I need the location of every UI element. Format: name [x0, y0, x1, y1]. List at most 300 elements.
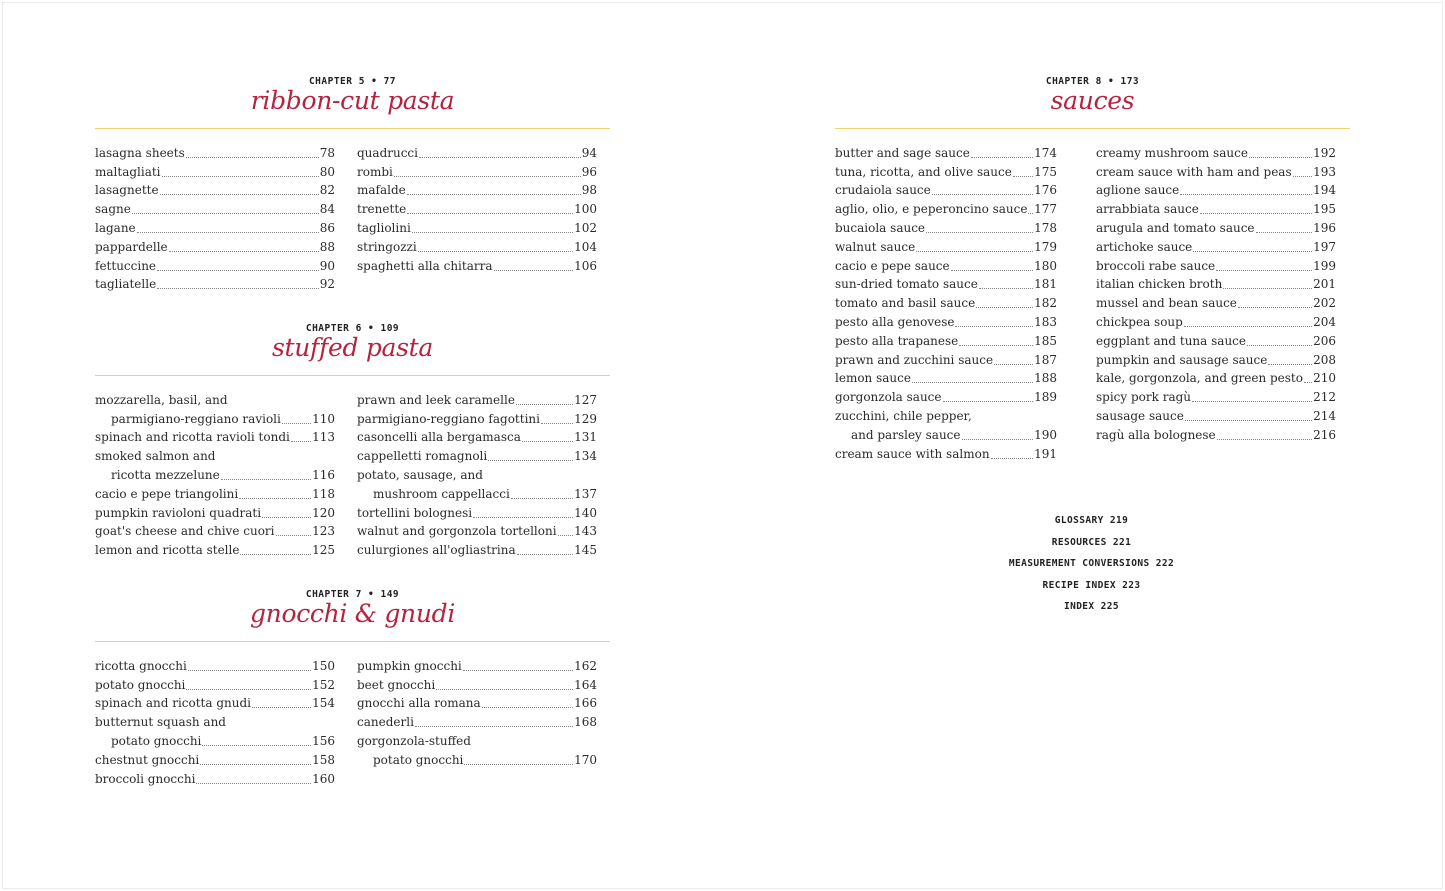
- dot-leader: [541, 423, 573, 424]
- toc-entry-title: ricotta mezzelune: [111, 467, 220, 482]
- dot-leader: [926, 232, 1033, 233]
- toc-entry-title: zucchini, chile pepper,: [835, 408, 972, 423]
- dot-leader: [464, 764, 573, 765]
- toc-entry[interactable]: [95, 655, 335, 674]
- toc-page-number: 175: [1034, 164, 1057, 179]
- toc-entry-title: pumpkin ravioloni quadrati: [95, 505, 262, 520]
- toc-entry-title: spicy pork ragù: [1096, 390, 1192, 405]
- toc-entry[interactable]: [95, 217, 335, 236]
- toc-entry-title: sun-dried tomato sauce: [835, 277, 978, 292]
- toc-page-number: 210: [1313, 371, 1336, 386]
- dot-leader: [979, 288, 1033, 289]
- dot-leader: [516, 404, 573, 405]
- toc-entry[interactable]: [95, 502, 335, 521]
- dot-leader: [291, 441, 311, 442]
- dot-leader: [1223, 288, 1312, 289]
- toc-entry[interactable]: [357, 217, 597, 236]
- toc-page-number: 182: [1034, 296, 1057, 311]
- dot-leader: [202, 745, 311, 746]
- chapter-label: CHAPTER 8 • 173: [1045, 76, 1140, 87]
- toc-entry-title: italian chicken broth: [1096, 277, 1223, 292]
- toc-entry-title: sausage sauce: [1096, 408, 1184, 423]
- toc-entry[interactable]: [357, 255, 597, 274]
- chapter-title: sauces: [1050, 86, 1135, 115]
- toc-entry-title: mafalde: [357, 183, 406, 198]
- chapter-8-section: [835, 76, 1350, 476]
- toc-column-right: [357, 655, 597, 768]
- toc-entry[interactable]: [835, 405, 1057, 424]
- toc-page-number: 191: [1034, 446, 1057, 461]
- toc-page-number: 216: [1313, 427, 1336, 442]
- toc-page-number: 192: [1313, 145, 1336, 160]
- toc-page-number: 162: [574, 658, 597, 673]
- toc-entry-title: lagane: [95, 220, 136, 235]
- toc-entry-title: tagliatelle: [95, 277, 157, 292]
- toc-entry[interactable]: [1096, 142, 1336, 161]
- toc-page-number: 176: [1034, 183, 1057, 198]
- back-matter-index[interactable]: INDEX 225: [1063, 601, 1120, 612]
- toc-entry-title: potato gnocchi: [111, 733, 202, 748]
- chapter-rule: [835, 128, 1350, 129]
- dot-leader: [169, 251, 319, 252]
- toc-page-number: 193: [1313, 164, 1336, 179]
- toc-entry[interactable]: [357, 236, 597, 255]
- toc-column-right: [1096, 142, 1336, 443]
- dot-leader: [419, 157, 581, 158]
- toc-page-number: 152: [312, 677, 335, 692]
- dot-leader: [252, 707, 311, 708]
- toc-entry[interactable]: [357, 711, 597, 730]
- toc-entry-title: cacio e pepe sauce: [835, 258, 950, 273]
- toc-page-number: 196: [1313, 220, 1336, 235]
- toc-page-number: 189: [1034, 390, 1057, 405]
- toc-entry-title: arugula and tomato sauce: [1096, 220, 1255, 235]
- toc-entry[interactable]: [1096, 198, 1336, 217]
- toc-entry[interactable]: [95, 521, 335, 540]
- dot-leader: [463, 670, 573, 671]
- toc-page-number: 199: [1313, 258, 1336, 273]
- toc-entry[interactable]: [835, 443, 1057, 462]
- toc-page-number: 145: [574, 543, 597, 558]
- dot-leader: [494, 270, 574, 271]
- toc-page-number: 188: [1034, 371, 1057, 386]
- toc-entry[interactable]: [95, 236, 335, 255]
- toc-entry[interactable]: [95, 427, 335, 446]
- dot-leader: [1184, 326, 1312, 327]
- dot-leader: [943, 401, 1034, 402]
- toc-page-number: 158: [312, 752, 335, 767]
- toc-entry[interactable]: [357, 161, 597, 180]
- toc-entry[interactable]: [1096, 349, 1336, 368]
- dot-leader: [221, 479, 311, 480]
- toc-entry-title: ragù alla bolognese: [1096, 427, 1216, 442]
- toc-entry-title: rombi: [357, 164, 393, 179]
- toc-page-number: 204: [1313, 314, 1336, 329]
- dot-leader: [511, 498, 573, 499]
- toc-page-number: 154: [312, 696, 335, 711]
- toc-entry[interactable]: [357, 427, 597, 446]
- toc-page-number: 80: [319, 164, 335, 179]
- toc-entry[interactable]: [95, 730, 335, 749]
- toc-entry[interactable]: [357, 408, 597, 427]
- toc-entry[interactable]: [95, 445, 335, 464]
- dot-leader: [415, 726, 573, 727]
- toc-page-number: 168: [574, 715, 597, 730]
- dot-leader: [239, 498, 311, 499]
- toc-page-number: 181: [1034, 277, 1057, 292]
- chapter-5-section: [95, 76, 610, 306]
- dot-leader: [412, 232, 573, 233]
- toc-page-number: 178: [1034, 220, 1057, 235]
- dot-leader: [1185, 420, 1312, 421]
- toc-entry-title: sagne: [95, 202, 131, 217]
- toc-page-number: 201: [1313, 277, 1336, 292]
- toc-page-number: 183: [1034, 314, 1057, 329]
- dot-leader: [951, 270, 1033, 271]
- toc-entry-title: broccoli rabe sauce: [1096, 258, 1216, 273]
- toc-entry[interactable]: [357, 521, 597, 540]
- toc-column-left: [95, 389, 335, 558]
- toc-entry-title: bucaiola sauce: [835, 220, 926, 235]
- toc-entry[interactable]: [95, 464, 335, 483]
- toc-entry-title: walnut sauce: [835, 239, 916, 254]
- dot-leader: [488, 460, 573, 461]
- toc-entry[interactable]: [357, 693, 597, 712]
- dot-leader: [558, 535, 574, 536]
- toc-page-number: 137: [574, 486, 597, 501]
- toc-entry[interactable]: [835, 161, 1057, 180]
- toc-entry[interactable]: [1096, 217, 1336, 236]
- toc-entry-title: eggplant and tuna sauce: [1096, 333, 1246, 348]
- toc-entry[interactable]: [95, 389, 335, 408]
- dot-leader: [955, 326, 1033, 327]
- chapter-rule: [95, 375, 610, 376]
- toc-page-number: 140: [574, 505, 597, 520]
- chapter-rule: [95, 641, 610, 642]
- dot-leader: [157, 288, 319, 289]
- toc-page-number: 195: [1313, 202, 1336, 217]
- dot-leader: [482, 707, 573, 708]
- toc-entry-title: pumpkin gnocchi: [357, 658, 462, 673]
- toc-entry[interactable]: [835, 198, 1057, 217]
- toc-page-number: 104: [574, 239, 597, 254]
- toc-page-number: 125: [312, 543, 335, 558]
- toc-entry-title: arrabbiata sauce: [1096, 202, 1199, 217]
- toc-entry[interactable]: [835, 217, 1057, 236]
- toc-entry[interactable]: [95, 198, 335, 217]
- toc-entry-title: spinach and ricotta gnudi: [95, 696, 251, 711]
- toc-page-number: 208: [1313, 352, 1336, 367]
- toc-entry[interactable]: [1096, 311, 1336, 330]
- toc-entry-title: pappardelle: [95, 239, 168, 254]
- toc-entry[interactable]: [95, 674, 335, 693]
- toc-entry[interactable]: [1096, 292, 1336, 311]
- toc-entry-title: stringozzi: [357, 239, 417, 254]
- toc-entry[interactable]: [357, 749, 597, 768]
- toc-entry-title: gorgonzola sauce: [835, 390, 942, 405]
- toc-entry[interactable]: [835, 274, 1057, 293]
- toc-entry-title: canederli: [357, 715, 414, 730]
- toc-entry[interactable]: [357, 198, 597, 217]
- toc-entry-title: cream sauce with salmon: [835, 446, 990, 461]
- toc-entry[interactable]: [1096, 236, 1336, 255]
- toc-page-number: 177: [1034, 202, 1057, 217]
- toc-entry-title: lemon sauce: [835, 371, 911, 386]
- toc-page-number: 90: [319, 258, 335, 273]
- toc-entry-title: artichoke sauce: [1096, 239, 1193, 254]
- toc-entry-title: parmigiano-reggiano fagottini: [357, 411, 540, 426]
- toc-entry[interactable]: [357, 483, 597, 502]
- toc-page-number: 96: [581, 164, 597, 179]
- toc-entry-title: gnocchi alla romana: [357, 696, 481, 711]
- toc-page-number: 160: [312, 771, 335, 786]
- chapter-title: stuffed pasta: [271, 333, 434, 362]
- toc-entry-title: smoked salmon and: [95, 449, 216, 464]
- back-matter-resources[interactable]: RESOURCES 221: [1051, 536, 1132, 548]
- toc-entry-title: aglione sauce: [1096, 183, 1180, 198]
- toc-entry[interactable]: [1096, 161, 1336, 180]
- dot-leader: [1247, 345, 1312, 346]
- toc-column-left: [95, 142, 335, 292]
- toc-entry-title: gorgonzola-stuffed: [357, 733, 471, 748]
- toc-column-right: [357, 142, 597, 274]
- chapter-label: CHAPTER 6 • 109: [305, 323, 400, 334]
- dot-leader: [418, 251, 573, 252]
- toc-page-number: 82: [319, 183, 335, 198]
- toc-entry-title: kale, gorgonzola, and green pesto: [1096, 371, 1303, 386]
- toc-entry-title: butter and sage sauce: [835, 145, 970, 160]
- toc-page-number: 118: [312, 486, 335, 501]
- toc-page-number: 174: [1034, 145, 1057, 160]
- toc-entry[interactable]: [1096, 386, 1336, 405]
- dot-leader: [394, 176, 581, 177]
- toc-page-number: 120: [312, 505, 335, 520]
- toc-page-number: 92: [319, 277, 335, 292]
- dot-leader: [186, 689, 311, 690]
- dot-leader: [162, 176, 319, 177]
- toc-entry-title: beet gnocchi: [357, 677, 436, 692]
- toc-column-right: [357, 389, 597, 558]
- toc-entry-title: potato, sausage, and: [357, 467, 483, 482]
- toc-entry-title: tuna, ricotta, and olive sauce: [835, 164, 1012, 179]
- toc-entry-title: chestnut gnocchi: [95, 752, 200, 767]
- toc-entry[interactable]: [357, 539, 597, 558]
- back-matter-glossary[interactable]: GLOSSARY 219: [1054, 515, 1129, 526]
- toc-entry[interactable]: [95, 711, 335, 730]
- toc-entry[interactable]: [95, 768, 335, 787]
- toc-entry[interactable]: [357, 502, 597, 521]
- toc-page-number: 84: [319, 202, 335, 217]
- dot-leader: [1180, 194, 1312, 195]
- dot-leader: [1256, 232, 1313, 233]
- toc-page-number: 197: [1313, 239, 1336, 254]
- dot-leader: [976, 307, 1033, 308]
- dot-leader: [262, 517, 311, 518]
- toc-entry[interactable]: [95, 142, 335, 161]
- back-matter-recipe-index[interactable]: RECIPE INDEX 223: [1042, 579, 1141, 591]
- dot-leader: [971, 157, 1033, 158]
- toc-entry[interactable]: [835, 311, 1057, 330]
- toc-entry[interactable]: [357, 389, 597, 408]
- toc-entry[interactable]: [95, 161, 335, 180]
- dot-leader: [1304, 382, 1312, 383]
- toc-entry[interactable]: [95, 693, 335, 712]
- toc-entry[interactable]: [95, 408, 335, 427]
- toc-entry-title: walnut and gorgonzola tortelloni: [357, 524, 557, 539]
- toc-page-number: 214: [1313, 408, 1336, 423]
- toc-entry-title: lemon and ricotta stelle: [95, 543, 240, 558]
- toc-entry-title: and parsley sauce: [851, 427, 961, 442]
- toc-entry[interactable]: [835, 180, 1057, 199]
- toc-entry[interactable]: [95, 539, 335, 558]
- toc-page-number: 98: [581, 183, 597, 198]
- dot-leader: [517, 554, 573, 555]
- toc-entry-title: potato gnocchi: [373, 752, 464, 767]
- toc-entry[interactable]: [1096, 330, 1336, 349]
- toc-entry-title: spinach and ricotta ravioli tondi: [95, 430, 290, 445]
- toc-entry[interactable]: [1096, 368, 1336, 387]
- toc-entry-title: cacio e pepe triangolini: [95, 486, 239, 501]
- toc-entry[interactable]: [835, 292, 1057, 311]
- toc-entry-title: mozzarella, basil, and: [95, 392, 228, 407]
- dot-leader: [912, 382, 1033, 383]
- toc-entry-title: cream sauce with ham and peas: [1096, 164, 1292, 179]
- toc-page-number: 129: [574, 411, 597, 426]
- dot-leader: [407, 194, 581, 195]
- toc-entry-title: maltagliati: [95, 164, 161, 179]
- toc-entry[interactable]: [1096, 405, 1336, 424]
- toc-entry[interactable]: [357, 730, 597, 749]
- chapter-6-section: [95, 323, 610, 573]
- dot-leader: [407, 213, 573, 214]
- toc-entry-title: cappelletti romagnoli: [357, 449, 488, 464]
- toc-entry[interactable]: [95, 255, 335, 274]
- toc-entry[interactable]: [835, 386, 1057, 405]
- toc-page-number: 179: [1034, 239, 1057, 254]
- toc-entry[interactable]: [357, 655, 597, 674]
- toc-entry[interactable]: [835, 255, 1057, 274]
- dot-leader: [1216, 270, 1312, 271]
- toc-page-number: 156: [312, 733, 335, 748]
- dot-leader: [196, 783, 311, 784]
- toc-entry[interactable]: [357, 180, 597, 199]
- dot-leader: [522, 441, 573, 442]
- toc-entry-title: butternut squash and: [95, 715, 226, 730]
- toc-entry-title: aglio, olio, e peperoncino sauce: [835, 202, 1028, 217]
- toc-page-number: 102: [574, 220, 597, 235]
- toc-entry-title: creamy mushroom sauce: [1096, 145, 1248, 160]
- dot-leader: [137, 232, 319, 233]
- dot-leader: [132, 213, 319, 214]
- toc-entry[interactable]: [95, 749, 335, 768]
- toc-entry-title: culurgiones all'ogliastrina: [357, 543, 516, 558]
- toc-entry[interactable]: [357, 674, 597, 693]
- toc-page-number: 94: [581, 145, 597, 160]
- toc-entry[interactable]: [357, 464, 597, 483]
- toc-entry-title: parmigiano-reggiano ravioli: [111, 411, 281, 426]
- toc-entry-title: potato gnocchi: [95, 677, 186, 692]
- toc-page-number: 113: [312, 430, 335, 445]
- dot-leader: [1249, 157, 1312, 158]
- dot-leader: [188, 670, 311, 671]
- toc-entry-title: goat's cheese and chive cuori: [95, 524, 275, 539]
- dot-leader: [1013, 176, 1033, 177]
- toc-entry-title: lasagnette: [95, 183, 159, 198]
- toc-page-number: 190: [1034, 427, 1057, 442]
- chapter-title: gnocchi & gnudi: [249, 599, 456, 628]
- toc-page-number: 166: [574, 696, 597, 711]
- toc-page-number: 110: [312, 411, 335, 426]
- toc-entry[interactable]: [357, 142, 597, 161]
- toc-column-left: [95, 655, 335, 787]
- dot-leader: [1268, 364, 1312, 365]
- dot-leader: [436, 689, 573, 690]
- toc-page-number: 170: [574, 752, 597, 767]
- toc-entry[interactable]: [95, 483, 335, 502]
- dot-leader: [916, 251, 1033, 252]
- dot-leader: [473, 517, 573, 518]
- toc-entry-title: mushroom cappellacci: [373, 486, 510, 501]
- toc-page-number: 164: [574, 677, 597, 692]
- back-matter-measurement-conversions[interactable]: MEASUREMENT CONVERSIONS 222: [1008, 558, 1175, 569]
- toc-entry[interactable]: [835, 330, 1057, 349]
- toc-column-left: [835, 142, 1057, 462]
- toc-page-number: 78: [319, 145, 335, 160]
- toc-entry[interactable]: [835, 368, 1057, 387]
- dot-leader: [1028, 213, 1033, 214]
- toc-entry[interactable]: [835, 236, 1057, 255]
- toc-entry[interactable]: [1096, 274, 1336, 293]
- toc-entry-title: casoncelli alla bergamasca: [357, 430, 521, 445]
- toc-page-number: 202: [1313, 296, 1336, 311]
- dot-leader: [1238, 307, 1312, 308]
- dot-leader: [1192, 401, 1312, 402]
- toc-page-number: 100: [574, 202, 597, 217]
- dot-leader: [994, 364, 1033, 365]
- dot-leader: [962, 439, 1034, 440]
- toc-page-number: 180: [1034, 258, 1057, 273]
- toc-entry[interactable]: [835, 349, 1057, 368]
- toc-entry[interactable]: [1096, 180, 1336, 199]
- dot-leader: [932, 194, 1033, 195]
- toc-entry-title: tomato and basil sauce: [835, 296, 976, 311]
- toc-entry-title: fettuccine: [95, 258, 157, 273]
- dot-leader: [160, 194, 319, 195]
- chapter-label: CHAPTER 5 • 77: [308, 76, 397, 87]
- toc-entry[interactable]: [1096, 255, 1336, 274]
- dot-leader: [200, 764, 311, 765]
- toc-entry[interactable]: [1096, 424, 1336, 443]
- dot-leader: [991, 458, 1034, 459]
- toc-entry-title: broccoli gnocchi: [95, 771, 196, 786]
- toc-entry-title: crudaiola sauce: [835, 183, 931, 198]
- toc-entry[interactable]: [835, 142, 1057, 161]
- toc-entry-title: spaghetti alla chitarra: [357, 258, 493, 273]
- toc-entry[interactable]: [357, 445, 597, 464]
- toc-page-number: 187: [1034, 352, 1057, 367]
- dot-leader: [1293, 176, 1312, 177]
- toc-page-number: 116: [312, 467, 335, 482]
- dot-leader: [186, 157, 319, 158]
- toc-entry[interactable]: [835, 424, 1057, 443]
- dot-leader: [959, 345, 1033, 346]
- toc-entry[interactable]: [95, 180, 335, 199]
- toc-entry-title: lasagna sheets: [95, 145, 185, 160]
- toc-page-number: 185: [1034, 333, 1057, 348]
- toc-entry[interactable]: [95, 274, 335, 293]
- toc-page-number: 134: [574, 449, 597, 464]
- toc-entry-title: tortellini bolognesi: [357, 505, 473, 520]
